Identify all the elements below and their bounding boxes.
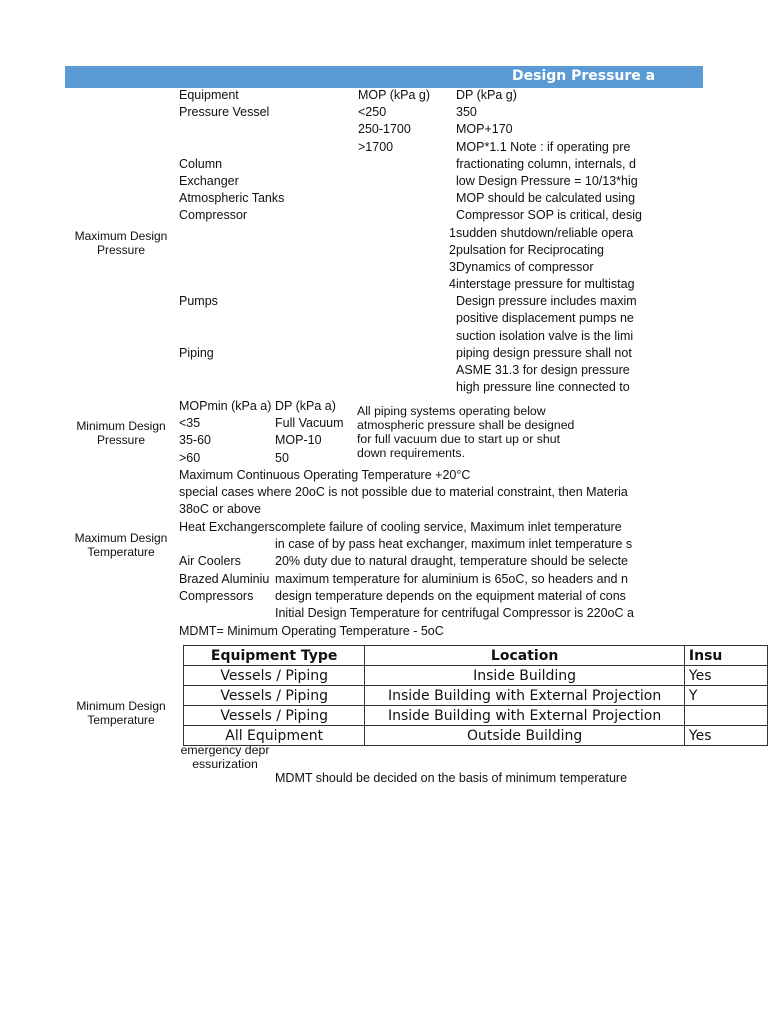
- number-cell: [444, 190, 456, 207]
- number-cell: [444, 293, 456, 310]
- number-cell: 2: [449, 242, 456, 257]
- title-banner: [65, 66, 703, 88]
- number-cell: [444, 156, 456, 173]
- dp-cell: MOP should be calculated using: [456, 191, 636, 206]
- max-pressure-mop-column: [358, 87, 453, 156]
- max-pressure-equipment-column: [179, 87, 349, 396]
- equipment-cell: [179, 605, 275, 622]
- dp-cell: pulsation for Reciprocating: [456, 242, 604, 257]
- equipment-cell: Compressors: [179, 588, 254, 603]
- mopmin-cell: <35: [179, 416, 201, 431]
- insulation-cell: Y: [684, 686, 767, 706]
- equipment-cell: [179, 379, 349, 396]
- dp-cell: MOP*1.1 Note : if operating pre: [456, 139, 631, 154]
- insulation-cell: [684, 706, 767, 726]
- location-cell: Inside Building with External Projection: [365, 686, 685, 706]
- min-pressure-dp-column: [275, 398, 355, 467]
- equipment-cell: [179, 276, 349, 293]
- location-table: [183, 645, 768, 746]
- mopmin-cell: MOPmin (kPa a): [179, 399, 272, 413]
- insulation-cell: Yes: [684, 726, 767, 746]
- number-cell: [444, 139, 456, 156]
- equipment-cell: [179, 121, 349, 138]
- equipment-cell: [179, 310, 349, 327]
- mop-cell: >1700: [358, 139, 394, 154]
- mopmin-cell: >60: [179, 450, 201, 465]
- equipment-cell: Column: [179, 156, 223, 171]
- dp-cell: Full Vacuum: [275, 416, 344, 431]
- dp-cell: MOP-10: [275, 433, 322, 448]
- dp-cell: sudden shutdown/reliable opera: [456, 225, 634, 240]
- equipment-cell: Brazed Aluminiu: [179, 571, 270, 586]
- equipment-cell: [179, 362, 349, 379]
- temperature-line: special cases where 20oC is not possible due to material constraint, then Materia: [179, 485, 628, 500]
- dp-cell: ASME 31.3 for design pressure: [456, 363, 630, 377]
- equipment-cell: Heat Exchangers: [179, 520, 275, 534]
- depressurization-label: emergency depressurization: [180, 743, 270, 771]
- location-cell: Inside Building: [365, 666, 685, 686]
- mop-cell: <250: [358, 105, 387, 120]
- note-cell: 20% duty due to natural draught, temperature should be selecte: [275, 554, 629, 569]
- temperature-line: Maximum Continuous Operating Temperature +20°C: [179, 468, 471, 482]
- header-equipment-type: Equipment Type: [184, 646, 365, 666]
- min-pressure-note: All piping systems operating below atmospheric pressure shall be designed for full vacuum due to start up or shut down requirements.: [357, 404, 575, 460]
- table-row: [184, 706, 768, 726]
- max-temperature-notes-column: [275, 519, 643, 622]
- mop-cell: MOP (kPa g): [358, 88, 431, 102]
- table-row: [184, 666, 768, 686]
- note-cell: in case of by pass heat exchanger, maximum inlet temperature s: [275, 537, 633, 552]
- number-cell: [444, 121, 456, 138]
- number-cell: [444, 87, 456, 104]
- equipment-type-cell: Vessels / Piping: [184, 666, 365, 686]
- depressurization-text: MDMT should be decided on the basis of minimum temperature: [275, 771, 628, 785]
- number-cell: [444, 173, 456, 190]
- equipment-cell: Atmospheric Tanks: [179, 191, 285, 206]
- table-row: [184, 726, 768, 746]
- dp-cell: Compressor SOP is critical, desig: [456, 208, 642, 223]
- note-cell: Initial Design Temperature for centrifugal Compressor is 220oC a: [275, 605, 634, 620]
- number-cell: [444, 310, 456, 327]
- number-cell: [444, 104, 456, 121]
- number-cell: [444, 362, 456, 379]
- dp-cell: fractionating column, internals, d: [456, 156, 636, 171]
- equipment-cell: [179, 242, 349, 259]
- dp-cell: Dynamics of compressor: [456, 259, 594, 274]
- dp-cell: high pressure line connected to: [456, 380, 630, 395]
- note-cell: maximum temperature for aluminium is 65oC, so headers and n: [275, 571, 628, 586]
- number-cell: [444, 345, 456, 362]
- equipment-cell: [179, 225, 349, 242]
- dp-cell: DP (kPa g): [456, 88, 517, 102]
- mdmt-formula: MDMT= Minimum Operating Temperature - 5oC: [179, 624, 444, 638]
- max-pressure-number-column: [444, 87, 456, 396]
- equipment-type-cell: Vessels / Piping: [184, 706, 365, 726]
- equipment-type-cell: Vessels / Piping: [184, 686, 365, 706]
- max-temperature-equipment-column: [179, 519, 275, 622]
- number-cell: 4: [449, 277, 456, 292]
- dp-cell: piping design pressure shall not: [456, 345, 632, 360]
- insulation-cell: Yes: [684, 666, 767, 686]
- mopmin-cell: 35-60: [179, 433, 211, 448]
- equipment-cell: Exchanger: [179, 173, 239, 188]
- dp-cell: interstage pressure for multistag: [456, 277, 635, 292]
- location-cell: Inside Building with External Projection: [365, 706, 685, 726]
- max-temperature-lines: [179, 467, 643, 519]
- dp-cell: 350: [456, 105, 477, 120]
- note-cell: complete failure of cooling service, Maximum inlet temperature: [275, 520, 622, 534]
- number-cell: [444, 207, 456, 224]
- equipment-cell: Compressor: [179, 208, 248, 223]
- equipment-cell: Piping: [179, 345, 214, 360]
- number-cell: [444, 328, 456, 345]
- banner-title: Design Pressure a: [512, 68, 656, 84]
- section-max-design-pressure: Maximum Design Pressure: [74, 229, 168, 257]
- equipment-type-cell: All Equipment: [184, 726, 365, 746]
- dp-cell: 50: [275, 450, 289, 465]
- section-min-design-pressure: Minimum Design Pressure: [76, 419, 166, 447]
- dp-cell: suction isolation valve is the limi: [456, 328, 634, 343]
- dp-cell: DP (kPa a): [275, 399, 336, 413]
- location-table-wrapper: [183, 645, 768, 746]
- table-row: [184, 686, 768, 706]
- number-cell: 1: [449, 225, 456, 240]
- dp-cell: low Design Pressure = 10/13*hig: [456, 173, 638, 188]
- number-cell: [444, 379, 456, 396]
- equipment-cell: [179, 536, 275, 553]
- section-max-design-temperature: Maximum Design Temperature: [74, 531, 168, 559]
- header-insulation: Insu: [684, 646, 767, 666]
- mop-cell: 250-1700: [358, 122, 411, 137]
- number-cell: 3: [449, 259, 456, 274]
- equipment-cell: Air Coolers: [179, 554, 241, 569]
- equipment-cell: [179, 328, 349, 345]
- dp-cell: positive displacement pumps ne: [456, 311, 634, 326]
- min-pressure-mopmin-column: [179, 398, 275, 467]
- note-cell: design temperature depends on the equipment material of cons: [275, 588, 626, 603]
- equipment-cell: Equipment: [179, 88, 239, 102]
- equipment-cell: Pumps: [179, 294, 218, 309]
- dp-cell: MOP+170: [456, 122, 513, 137]
- equipment-cell: Pressure Vessel: [179, 105, 270, 120]
- header-location: Location: [365, 646, 685, 666]
- temperature-line: 38oC or above: [179, 502, 262, 517]
- location-cell: Outside Building: [365, 726, 685, 746]
- equipment-cell: [179, 259, 349, 276]
- equipment-cell: [179, 139, 349, 156]
- dp-cell: Design pressure includes maxim: [456, 294, 637, 309]
- section-min-design-temperature: Minimum Design Temperature: [76, 699, 166, 727]
- max-pressure-dp-column: [456, 87, 643, 396]
